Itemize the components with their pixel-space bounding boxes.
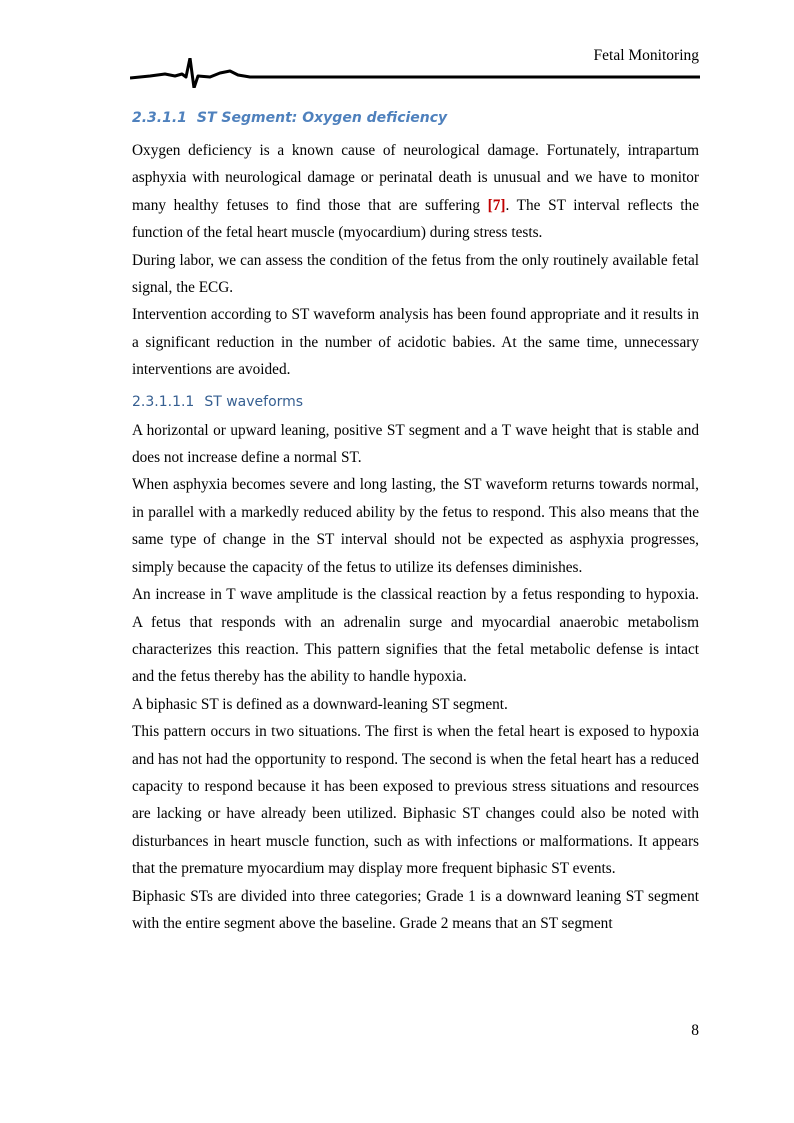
paragraph-labor-ecg: During labor, we can assess the condition of the fetus from the only routinely available fetal signal, the ECG.	[132, 251, 699, 297]
subsection-number: 2.3.1.1.1	[132, 393, 195, 410]
ecg-waveform-header-rule	[130, 58, 700, 88]
subsection-title: ST waveforms	[204, 393, 304, 410]
page-number: 8	[691, 1022, 699, 1039]
paragraph-biphasic-categories: Biphasic STs are divided into three categories; Grade 1 is a downward leaning ST segment with the entire segment above the baseline. Grade 2 means that an ST segment	[132, 887, 699, 932]
section-title: ST Segment: Oxygen deficiency	[196, 110, 448, 126]
paragraph-normal-st: A horizontal or upward leaning, positive ST segment and a T wave height that is stable and does not increase define a normal ST.	[132, 421, 699, 467]
section-number: 2.3.1.1	[132, 110, 187, 126]
subsection-heading	[132, 389, 699, 415]
page-body	[132, 105, 699, 937]
paragraph-t-wave-increase: An increase in T wave amplitude is the classical reaction by a fetus responding to hypoxia. A fetus that responds with an adrenalin surge and myocardial anaerobic metabolism characterizes this reaction. This pattern signifies that the fetal metabolic defense is intact and the fetus thereby has the ability to handle hypoxia.	[132, 586, 699, 686]
paragraph-severe-asphyxia: When asphyxia becomes severe and long lasting, the ST waveform returns towards normal, in parallel with a markedly reduced ability by the fetus to respond. This also means that the same type of change in the ST interval should not be expected as asphyxia progresses, simply because the capacity of the fetus to utilize its defenses diminishes.	[132, 476, 699, 576]
paragraph-oxygen-deficiency: Oxygen deficiency is a known cause of neurological damage. Fortunately, intrapartum asphyxia with neurological damage or perinatal death is unusual and we have to monitor many healthy fetuses to find those that are suffering [7]. The ST interval reflects the function of the fetal heart muscle (myocardium) during stress tests.	[132, 142, 699, 242]
section-heading	[132, 105, 699, 131]
paragraph-biphasic-definition: A biphasic ST is defined as a downward-leaning ST segment.	[132, 695, 508, 713]
citation-link[interactable]: [7]	[487, 196, 506, 214]
paragraph-intervention: Intervention according to ST waveform analysis has been found appropriate and it results in a significant reduction in the number of acidotic babies. At the same time, unnecessary interventions are avoided.	[132, 306, 699, 379]
running-header-title: Fetal Monitoring	[593, 47, 699, 64]
paragraph-biphasic-situations: This pattern occurs in two situations. The first is when the fetal heart is exposed to hypoxia and has not had the opportunity to respond. The second is when the fetal heart has a reduced capacity to respond because it has been exposed to previous stress situations and resources are lacking or have already been utilized. Biphasic ST changes could also be noted with disturbances in heart muscle function, such as with infections or malformations. It appears that the premature myocardium may display more frequent biphasic ST events.	[132, 723, 699, 878]
